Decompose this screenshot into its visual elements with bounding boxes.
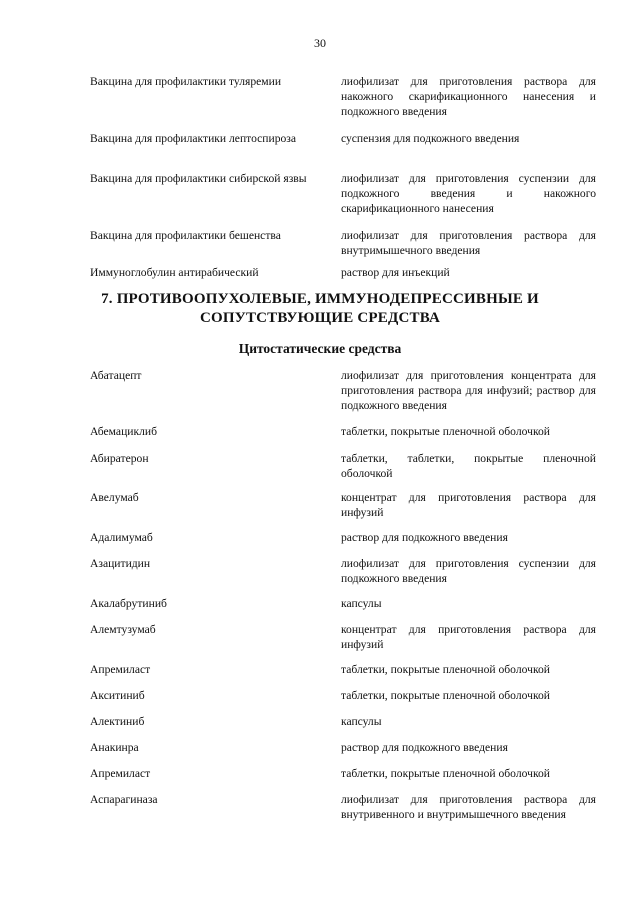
drug-name: Вакцина для профилактики бешенства (90, 229, 281, 242)
drug-name: Иммуноглобулин антирабический (90, 266, 259, 279)
drug-form: таблетки, покрытые пленочной оболочкой (341, 425, 550, 438)
drug-form: раствор для инъекций (341, 266, 450, 279)
drug-name: Вакцина для профилактики сибирской язвы (90, 172, 307, 185)
drug-name: Анакинра (90, 741, 139, 754)
drug-form: лиофилизат для приготовления концентрата для приготовления раствора для инфузий; раствор для подкожного введения (341, 369, 596, 412)
drug-form: лиофилизат для приготовления раствора для накожного скарификационного нанесения и подкожного введения (341, 75, 596, 118)
drug-name: Авелумаб (90, 491, 139, 504)
drug-form: таблетки, покрытые пленочной оболочкой (341, 767, 550, 780)
drug-name: Адалимумаб (90, 531, 153, 544)
drug-name: Абатацепт (90, 369, 142, 382)
drug-form: лиофилизат для приготовления раствора для внутривенного и внутримышечного введения (341, 793, 596, 821)
drug-form: капсулы (341, 715, 382, 728)
drug-form: таблетки, таблетки, покрытые пленочной оболочкой (341, 452, 596, 480)
drug-name: Апремиласт (90, 663, 151, 676)
drug-form: раствор для подкожного введения (341, 741, 508, 754)
section-title-line: 7. ПРОТИВООПУХОЛЕВЫЕ, ИММУНОДЕПРЕССИВНЫЕ И (101, 291, 539, 307)
drug-form: лиофилизат для приготовления суспензии для подкожного введения (341, 557, 596, 585)
drug-name: Акалабрутиниб (90, 597, 167, 610)
drug-form: лиофилизат для приготовления раствора для внутримышечного введения (341, 229, 596, 257)
drug-name: Азацитидин (90, 557, 151, 570)
section-title (0, 290, 640, 328)
drug-name: Алемтузумаб (90, 623, 156, 636)
drug-form: концентрат для приготовления раствора для инфузий (341, 623, 596, 651)
drug-name: Апремиласт (90, 767, 151, 780)
drug-form: таблетки, покрытые пленочной оболочкой (341, 663, 550, 676)
drug-name: Алектиниб (90, 715, 145, 728)
drug-name: Вакцина для профилактики туляремии (90, 75, 282, 88)
drug-form: лиофилизат для приготовления суспензии для подкожного введения и накожного скарификационного нанесения (341, 172, 596, 215)
drug-name: Акситиниб (90, 689, 145, 702)
drug-form: суспензия для подкожного введения (341, 132, 520, 145)
drug-name: Аспарагиназа (90, 793, 158, 806)
drug-form: концентрат для приготовления раствора для инфузий (341, 491, 596, 519)
drug-name: Абиратерон (90, 452, 149, 465)
section-title-line: СОПУТСТВУЮЩИЕ СРЕДСТВА (199, 310, 441, 326)
drug-form: таблетки, покрытые пленочной оболочкой (341, 689, 550, 702)
page-number: 30 (314, 36, 326, 50)
drug-name: Вакцина для профилактики лептоспироза (90, 132, 297, 145)
drug-form: капсулы (341, 597, 382, 610)
drug-name: Абемациклиб (90, 425, 158, 438)
drug-form: раствор для подкожного введения (341, 531, 508, 544)
subsection-title: Цитостатические средства (238, 341, 402, 356)
